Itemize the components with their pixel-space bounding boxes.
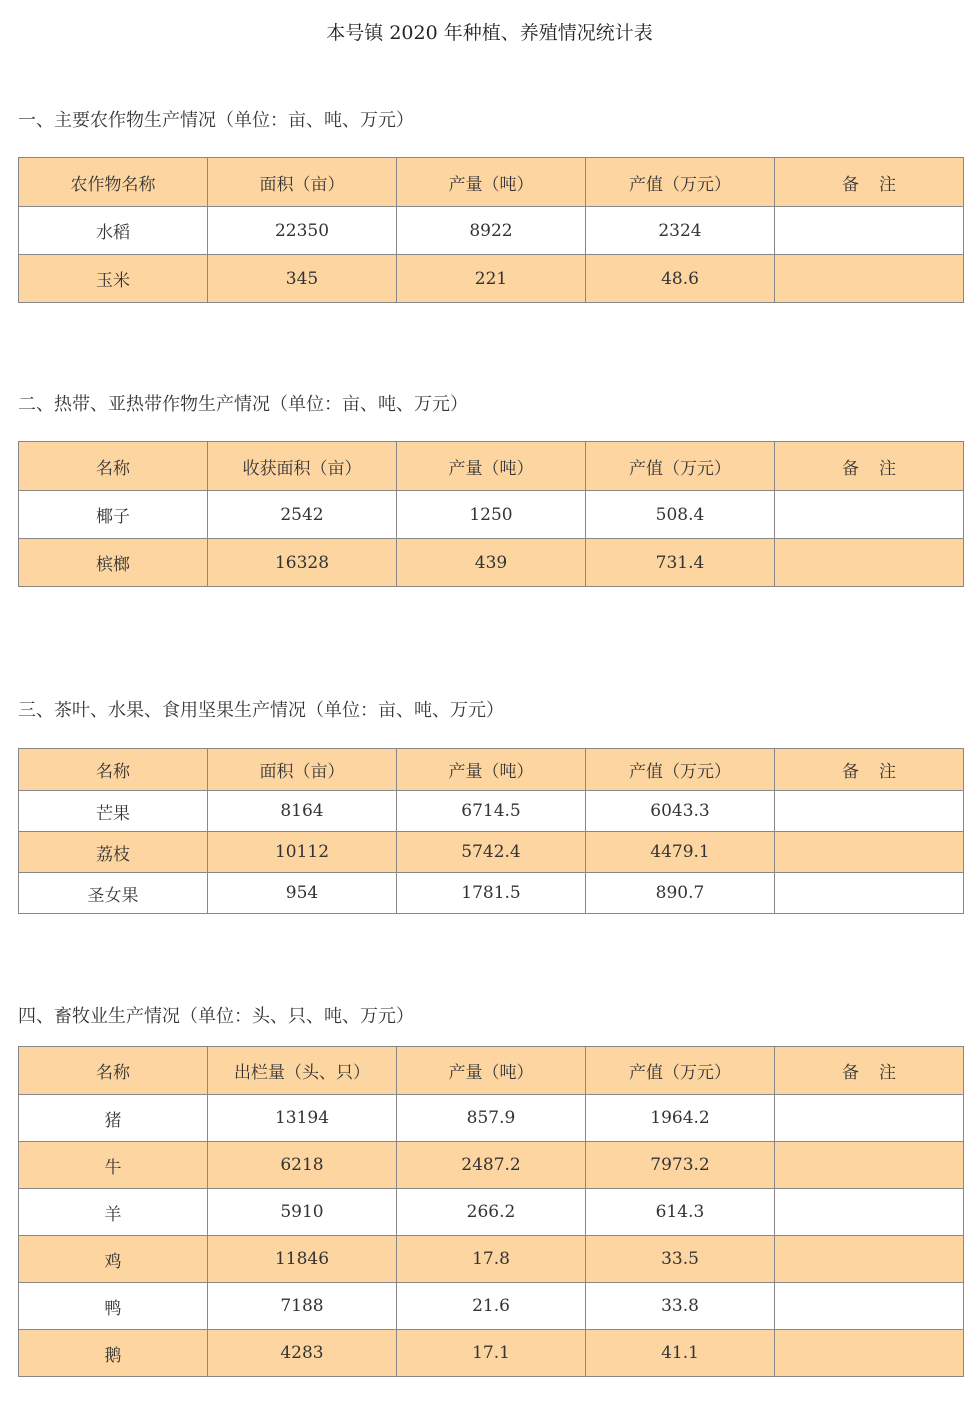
column-header: 产值（万元）	[586, 1047, 775, 1095]
table-cell: 13194	[208, 1095, 397, 1142]
table-row	[19, 491, 964, 539]
column-header: 面积（亩）	[208, 158, 397, 207]
table-cell: 猪	[19, 1095, 208, 1142]
column-header: 产量（吨）	[397, 1047, 586, 1095]
table-cell	[775, 207, 964, 255]
table-cell: 2542	[208, 491, 397, 539]
table-cell: 17.1	[397, 1330, 586, 1377]
table-cell: 614.3	[586, 1189, 775, 1236]
table-cell: 7973.2	[586, 1142, 775, 1189]
table-row	[19, 1330, 964, 1377]
table-cell: 439	[397, 539, 586, 587]
table-row	[19, 1095, 964, 1142]
table-cell: 731.4	[586, 539, 775, 587]
table-header-row	[19, 158, 964, 207]
table-cell	[775, 1189, 964, 1236]
table-cell: 圣女果	[19, 873, 208, 914]
table-row	[19, 873, 964, 914]
table-cell: 1250	[397, 491, 586, 539]
table-cell: 椰子	[19, 491, 208, 539]
column-header: 产量（吨）	[397, 158, 586, 207]
table-header-row	[19, 442, 964, 491]
column-header: 产值（万元）	[586, 158, 775, 207]
table-cell: 4283	[208, 1330, 397, 1377]
table-cell: 鸭	[19, 1283, 208, 1330]
table-cell: 5910	[208, 1189, 397, 1236]
table-cell: 10112	[208, 832, 397, 873]
section-4-heading: 四、畜牧业生产情况（单位：头、只、吨、万元）	[18, 1006, 414, 1027]
table-cell: 鹅	[19, 1330, 208, 1377]
table-cell: 1781.5	[397, 873, 586, 914]
column-header: 备注	[775, 158, 964, 207]
table-cell: 荔枝	[19, 832, 208, 873]
table-row	[19, 1236, 964, 1283]
section-4-table	[18, 1046, 964, 1377]
column-header: 出栏量（头、只）	[208, 1047, 397, 1095]
table-cell: 8922	[397, 207, 586, 255]
table-cell	[775, 491, 964, 539]
table-cell: 鸡	[19, 1236, 208, 1283]
table-cell	[775, 1283, 964, 1330]
table-cell	[775, 255, 964, 303]
table-cell	[775, 1330, 964, 1377]
table-cell: 6714.5	[397, 791, 586, 832]
table-cell: 890.7	[586, 873, 775, 914]
column-header: 名称	[19, 442, 208, 491]
table-row	[19, 1142, 964, 1189]
table-cell: 6218	[208, 1142, 397, 1189]
table-cell: 牛	[19, 1142, 208, 1189]
column-header: 产量（吨）	[397, 749, 586, 791]
table-cell: 玉米	[19, 255, 208, 303]
table-cell	[775, 539, 964, 587]
table-cell	[775, 791, 964, 832]
table-row	[19, 255, 964, 303]
table-cell	[775, 873, 964, 914]
table-cell: 22350	[208, 207, 397, 255]
table-cell: 2487.2	[397, 1142, 586, 1189]
column-header: 面积（亩）	[208, 749, 397, 791]
table-row	[19, 539, 964, 587]
column-header: 产值（万元）	[586, 749, 775, 791]
table-cell: 508.4	[586, 491, 775, 539]
table-cell: 17.8	[397, 1236, 586, 1283]
table-cell: 2324	[586, 207, 775, 255]
section-1-table	[18, 157, 964, 303]
column-header: 产值（万元）	[586, 442, 775, 491]
table-cell	[775, 832, 964, 873]
column-header: 农作物名称	[19, 158, 208, 207]
table-cell: 11846	[208, 1236, 397, 1283]
page-title: 本号镇 2020 年种植、养殖情况统计表	[326, 22, 653, 44]
table-row	[19, 1283, 964, 1330]
table-cell: 槟榔	[19, 539, 208, 587]
table-cell: 21.6	[397, 1283, 586, 1330]
table-cell	[775, 1236, 964, 1283]
section-2-heading: 二、热带、亚热带作物生产情况（单位：亩、吨、万元）	[18, 394, 468, 415]
section-2-table	[18, 441, 964, 587]
column-header: 备注	[775, 749, 964, 791]
table-cell: 6043.3	[586, 791, 775, 832]
table-cell: 8164	[208, 791, 397, 832]
column-header: 备注	[775, 442, 964, 491]
section-3-table	[18, 748, 964, 914]
table-cell: 4479.1	[586, 832, 775, 873]
table-row	[19, 832, 964, 873]
table-row	[19, 207, 964, 255]
table-cell: 221	[397, 255, 586, 303]
table-cell: 16328	[208, 539, 397, 587]
table-cell: 345	[208, 255, 397, 303]
table-cell: 7188	[208, 1283, 397, 1330]
table-header-row	[19, 1047, 964, 1095]
table-cell: 41.1	[586, 1330, 775, 1377]
table-cell: 5742.4	[397, 832, 586, 873]
table-row	[19, 791, 964, 832]
table-header-row	[19, 749, 964, 791]
table-cell: 954	[208, 873, 397, 914]
table-cell	[775, 1095, 964, 1142]
table-cell: 芒果	[19, 791, 208, 832]
table-row	[19, 1189, 964, 1236]
table-cell: 羊	[19, 1189, 208, 1236]
section-3-heading: 三、茶叶、水果、食用坚果生产情况（单位：亩、吨、万元）	[18, 700, 504, 721]
table-cell: 33.5	[586, 1236, 775, 1283]
column-header: 产量（吨）	[397, 442, 586, 491]
column-header: 名称	[19, 749, 208, 791]
section-1-heading: 一、主要农作物生产情况（单位：亩、吨、万元）	[18, 110, 414, 131]
table-cell: 33.8	[586, 1283, 775, 1330]
table-cell: 266.2	[397, 1189, 586, 1236]
table-cell: 1964.2	[586, 1095, 775, 1142]
column-header: 名称	[19, 1047, 208, 1095]
table-cell: 857.9	[397, 1095, 586, 1142]
column-header: 备注	[775, 1047, 964, 1095]
column-header: 收获面积（亩）	[208, 442, 397, 491]
table-cell: 水稻	[19, 207, 208, 255]
table-cell: 48.6	[586, 255, 775, 303]
table-cell	[775, 1142, 964, 1189]
